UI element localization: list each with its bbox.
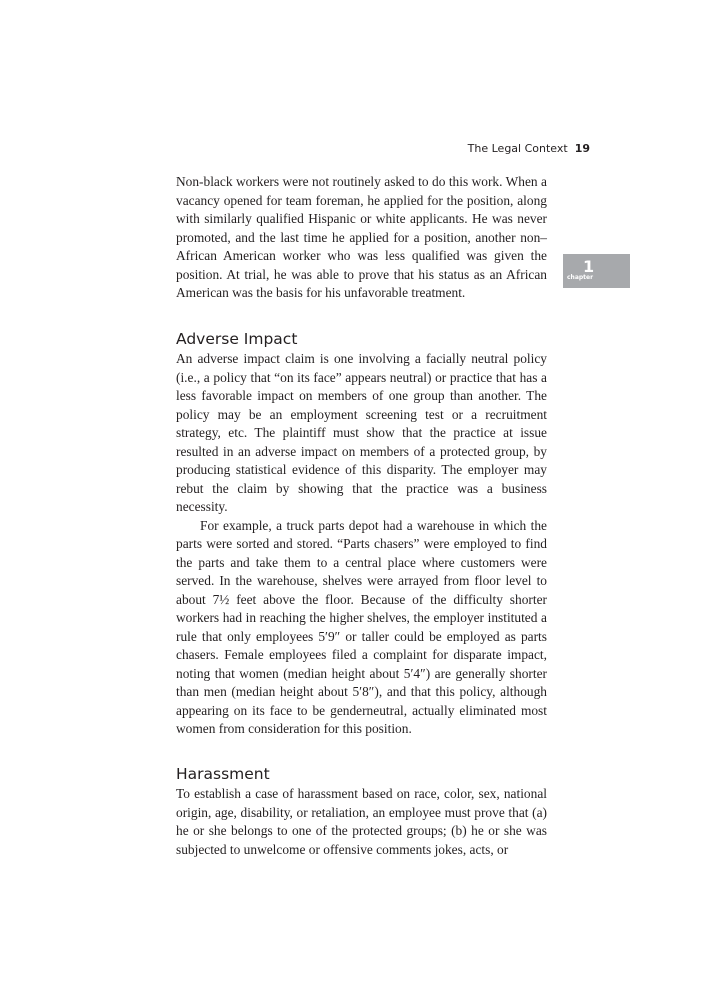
chapter-number: 1	[583, 257, 595, 276]
page-number: 19	[574, 142, 590, 155]
running-head	[468, 142, 590, 155]
adverse-impact-paragraph-1: An adverse impact claim is one involving a facially neutral policy (i.e., a policy that “on its face” appears neutral) or practice that has a less favorable impact on members of one group than another. The policy may be an employment screening test or a recruitment strategy, etc. The plaintiff must show that the practice at issue resulted in an adverse impact on members of a protected group, by producing statistical evidence of this disparity. The employer may rebut the claim by showing that the practice was a business necessity.	[176, 351, 547, 514]
chapter-label: chapter	[567, 274, 594, 281]
harassment-paragraph-1: To establish a case of harassment based on race, color, sex, national origin, age, disability, or retaliation, an employee must prove that (a) he or she belongs to one of the protected groups; (b) he or she was subjected to unwelcome or offensive comments jokes, acts, or	[176, 786, 547, 857]
adverse-impact-text-block	[176, 350, 547, 739]
opening-text-block	[176, 173, 547, 303]
adverse-impact-heading: Adverse Impact	[176, 330, 298, 348]
adverse-impact-paragraph-2: For example, a truck parts depot had a warehouse in which the parts were sorted and stored. “Parts chasers” were employed to find the parts and take them to a central place where customers were served. In the warehouse, shelves were arrayed from floor level to about 7½ feet above the floor. Because of the difficulty shorter workers had in reaching the higher shelves, the employer instituted a rule that only employees 5′9″ or taller could be employed as parts chasers. Female employees filed a complaint for disparate impact, noting that women (median height about 5′4″) are generally shorter than men (median height about 5′8″), and that this policy, although appearing on its face to be genderneutral, actually eliminated most women from consideration for this position.	[176, 517, 547, 736]
harassment-heading: Harassment	[176, 765, 270, 783]
opening-paragraph: Non-black workers were not routinely asked to do this work. When a vacancy opened for team foreman, he applied for the position, along with similarly qualified Hispanic or white applicants. He was never promoted, and the last time he applied for a position, another non–African American worker who was less qualified was given the position. At trial, he was able to prove that his status as an African American was the basis for his unfavorable treatment.	[176, 174, 547, 300]
harassment-text-block	[176, 785, 547, 859]
chapter-tab	[563, 254, 630, 288]
running-title: The Legal Context	[467, 142, 568, 155]
